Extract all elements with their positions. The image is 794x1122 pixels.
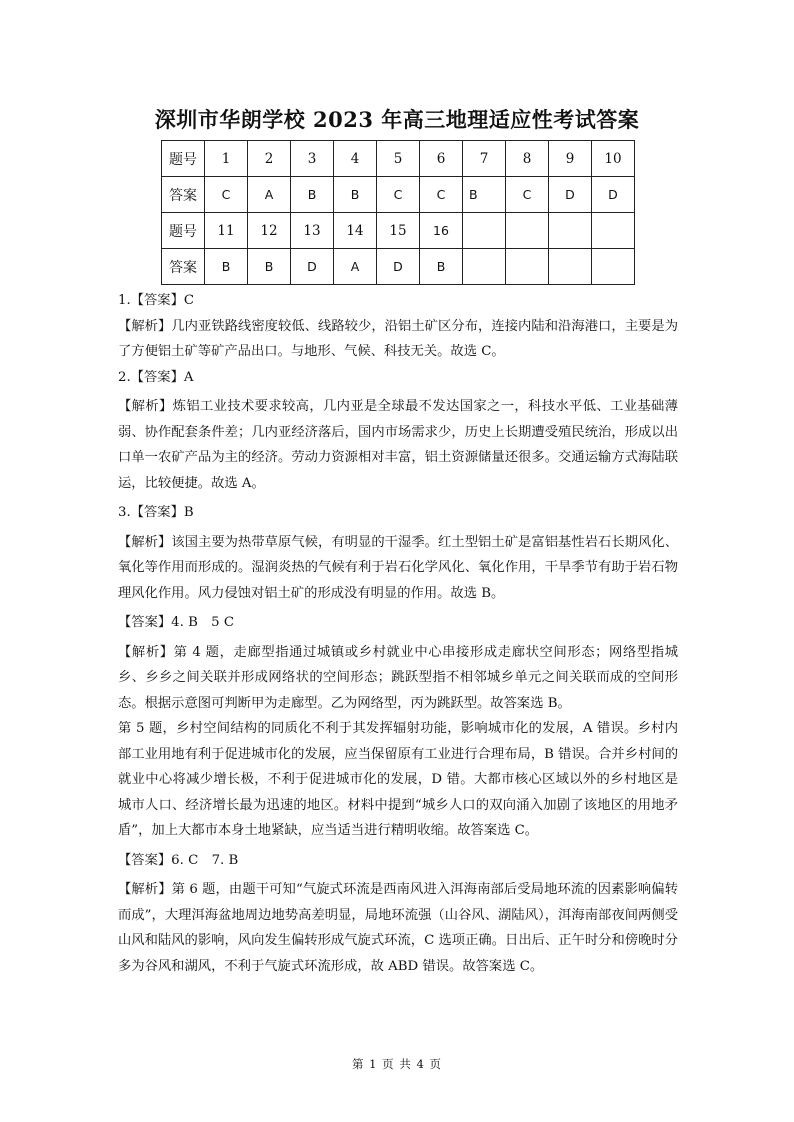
table-cell [549,249,592,285]
answer-line: 1.【答案】C [118,293,195,308]
table-cell: C [377,177,420,213]
table-cell: 4 [334,141,377,177]
table-header-cell: 答案 [162,249,205,285]
table-row [162,141,635,177]
table-cell [549,213,592,249]
answer-line: 3.【答案】B [118,505,194,520]
table-cell: B [205,249,248,285]
page-footer: 第 1 页 共 4 页 [352,1057,442,1071]
table-cell: B [420,249,463,285]
table-cell: D [549,177,592,213]
table-cell: C [506,177,549,213]
table-cell: 6 [420,141,463,177]
table-cell: D [592,177,635,213]
explanation-paragraph: 【解析】该国主要为热带草原气候，有明显的干湿季。红土型铝土矿是富铝基性岩石长期风化、氧化等作用而形成的。湿润炎热的气候有利于岩石化学风化、氧化作用，干旱季节有助于岩石物理风化作用。风力侵蚀对铝土矿的形成没有明显的作用。故选 B。 [118,534,678,601]
page-title: 深圳市华朗学校 2023 年高三地理适应性考试答案 [154,107,640,132]
explanation-paragraph: 【解析】第 6 题，由题干可知“气旋式环流是西南风进入洱海南部后受局地环流的因素影响偏转而成”，大理洱海盆地周边地势高差明显，局地环流强（山谷风、湖陆风），洱海南部夜间两侧受山风和陆风的影响，风向发生偏转形成气旋式环流，C 选项正确。日出后、正午时分和傍晚时分多为谷风和湖风，不利于气旋式环流形成，故 ABD 错误。故答案选 C。 [118,882,678,974]
table-cell: 2 [248,141,291,177]
table-header-cell: 答案 [162,177,205,213]
table-cell: B [291,177,334,213]
table-cell [592,249,635,285]
table-cell: A [334,249,377,285]
table-cell: C [420,177,463,213]
answer-explanations [118,288,678,979]
table-cell: 9 [549,141,592,177]
table-cell: 10 [592,141,635,177]
table-cell: B [334,177,377,213]
table-cell: A [248,177,291,213]
table-cell [592,213,635,249]
table-cell: C [205,177,248,213]
table-cell: 8 [506,141,549,177]
explanation-paragraph: 第 5 题，乡村空间结构的同质化不利于其发挥辐射功能，影响城市化的发展，A 错误。乡村内部工业用地有利于促进城市化的发展，应当保留原有工业进行合理布局，B 错误。合并乡村间的就业中心将减少增长极，不利于促进城市化的发展，D 错。大都市核心区域以外的乡村地区是城市人口、经济增长最为迅速的地区。材料中提到“城乡人口的双向涌入加剧了该地区的用地矛盾”，加上大都市本身土地紧缺，应当适当进行精明收缩。故答案选 C。 [118,721,678,838]
table-row [162,249,635,285]
table-header-cell: 题号 [162,141,205,177]
table-cell: 3 [291,141,334,177]
table-cell: B [463,177,506,213]
table-cell: D [377,249,420,285]
explanation-paragraph: 【解析】几内亚铁路线密度较低、线路较少，沿铝土矿区分布，连接内陆和沿海港口，主要是为了方便铝土矿等矿产品出口。与地形、气候、科技无关。故选 C。 [118,318,678,359]
table-cell: 7 [463,141,506,177]
table-cell [463,213,506,249]
answer-table [161,140,635,285]
table-row [162,213,635,249]
table-row [162,177,635,213]
table-cell: 11 [205,213,248,249]
explanation-paragraph: 【解析】第 4 题，走廊型指通过城镇或乡村就业中心串接形成走廊状空间形态；网络型指城乡、乡乡之间关联并形成网络状的空间形态；跳跃型指不相邻城乡单元之间关联而成的空间形态。根据示意图可判断甲为走廊型。乙为网络型，丙为跳跃型。故答案选 B。 [118,644,678,711]
table-cell [463,249,506,285]
table-header-cell: 题号 [162,213,205,249]
table-cell: 1 [205,141,248,177]
explanation-paragraph: 【解析】炼铝工业技术要求较高，几内亚是全球最不发达国家之一，科技水平低、工业基础薄弱、协作配套条件差；几内亚经济落后，国内市场需求少，历史上长期遭受殖民统治，形成以出口单一农矿产品为主的经济。劳动力资源相对丰富，铝土资源储量还很多。交通运输方式海陆联运，比较便捷。故选 A。 [118,399,678,491]
table-cell: 12 [248,213,291,249]
table-cell: 16 [420,213,463,249]
table-cell: D [291,249,334,285]
table-cell: 15 [377,213,420,249]
table-cell [506,249,549,285]
answer-line: 2.【答案】A [118,369,194,385]
answer-line: 【答案】6. C 7. B [118,852,239,868]
table-cell [506,213,549,249]
table-cell: B [248,249,291,285]
table-cell: 14 [334,213,377,249]
table-cell: 5 [377,141,420,177]
answer-line: 【答案】4. B 5 C [118,615,235,630]
table-cell: 13 [291,213,334,249]
